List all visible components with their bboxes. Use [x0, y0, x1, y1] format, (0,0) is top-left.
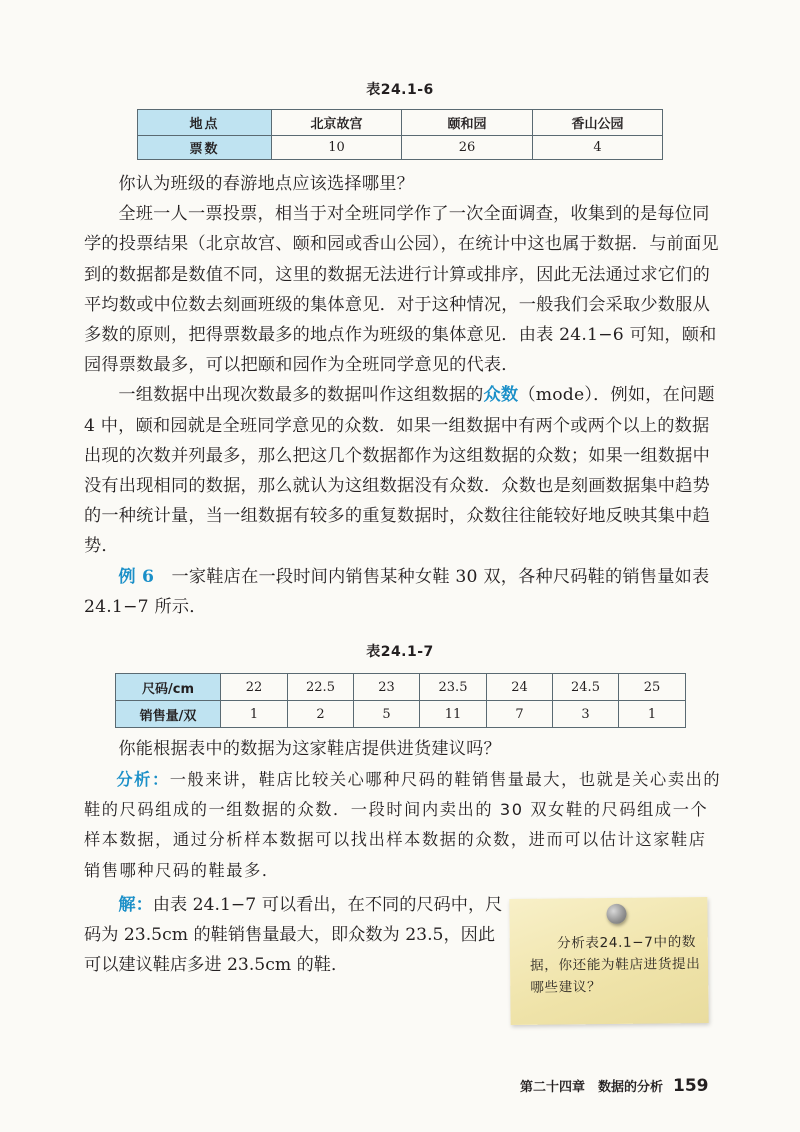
table2-caption: 表24.1-7 — [366, 644, 434, 660]
place-cell: 香山公园 — [533, 110, 663, 136]
sales-cell: 3 — [553, 701, 619, 728]
pushpin-icon — [606, 904, 626, 924]
sales-cell: 7 — [487, 701, 553, 728]
analysis-text: 一般来讲，鞋店比较关心哪种尺码的鞋销售量最大，也就是关心卖出的鞋的尺码组成的一组数据的众数．一段时间内卖出的 30 双女鞋的尺码组成一个样本数据，通过分析样本数据可以找出样本数据的众数，进而可以估计这家鞋店销售哪种尺码的鞋最多． — [84, 770, 722, 880]
sticky-note — [509, 897, 708, 1025]
note-paragraph: 分析表24.1−7中的数据，你还能为鞋店进货提出哪些建议？ — [529, 934, 701, 996]
chapter-title: 第二十四章 数据的分析 — [520, 1080, 664, 1095]
row-header-sales: 销售量/双 — [116, 701, 221, 728]
row-header-place: 地点 — [138, 110, 272, 136]
size-cell: 23 — [354, 674, 420, 701]
place-cell: 北京故宫 — [272, 110, 402, 136]
question-2: 你能根据表中的数据为这家鞋店提供进货建议吗？ — [118, 739, 501, 759]
term-mode: 众数 — [483, 385, 519, 406]
p2-text-a: 一组数据中出现次数最多的数据叫作这组数据的 — [118, 385, 484, 406]
sales-cell: 2 — [288, 701, 354, 728]
page-footer — [520, 1076, 720, 1096]
row-header-size: 尺码/cm — [116, 674, 221, 701]
page-number: 159 — [673, 1076, 709, 1096]
solution-paragraph — [84, 890, 504, 981]
table1-caption: 表24.1-6 — [366, 82, 434, 98]
question-2-block — [84, 734, 724, 764]
sales-cell: 11 — [420, 701, 487, 728]
votes-cell: 10 — [272, 136, 402, 160]
size-cell: 25 — [619, 674, 686, 701]
sales-cell: 5 — [354, 701, 420, 728]
analysis-label: 分析： — [116, 770, 170, 789]
table-24-1-7 — [115, 673, 686, 728]
analysis-paragraph — [84, 765, 724, 886]
question-1: 你认为班级的春游地点应该选择哪里？ — [118, 174, 414, 194]
size-cell: 23.5 — [420, 674, 487, 701]
example-label: 例 6 — [118, 566, 155, 587]
table-24-1-6 — [137, 109, 663, 160]
paragraph-1: 全班一人一票投票，相当于对全班同学作了一次全面调查，收集到的是每位同学的投票结果（北京故宫、颐和园或香山公园），在统计中这也属于数据．与前面见到的数据都是数值不同，这里的数据无法进行计算或排序，因此无法通过求它们的平均数或中位数去刻画班级的集体意见．对于这种情况，一般我们会采取少数服从多数的原则，把得票数最多的地点作为班级的集体意见．由表 24.1−6 可知，颐和园得票数最多，可以把颐和园作为全班同学意见的代表． — [84, 204, 719, 376]
solution-block — [84, 890, 504, 981]
votes-cell: 4 — [533, 136, 663, 160]
row-header-votes: 票数 — [138, 136, 272, 160]
size-cell: 22 — [221, 674, 288, 701]
size-cell: 24 — [487, 674, 553, 701]
example-6 — [84, 562, 724, 622]
sales-cell: 1 — [619, 701, 686, 728]
paragraph-2 — [84, 380, 724, 561]
sticky-note-text — [530, 931, 703, 999]
p2-text-b: （mode）．例如，在问题 4 中，颐和园就是全班同学意见的众数．如果一组数据中有两个或两个以上的数据出现的次数并列最多，那么把这几个数据都作为这组数据的众数；如果一组数据中没有出现相同的数据，那么就认为这组数据没有众数．众数也是刻画数据集中趋势的一种统计量，当一组数据有较多的重复数据时，众数往往能较好地反映其集中趋势． — [84, 385, 715, 557]
size-cell: 22.5 — [288, 674, 354, 701]
analysis-block — [84, 765, 724, 886]
solution-text: 由表 24.1−7 可以看出，在不同的尺码中，尺码为 23.5cm 的鞋销售量最大，即众数为 23.5，因此可以建议鞋店多进 23.5cm 的鞋． — [84, 895, 503, 976]
solution-label: 解： — [118, 895, 153, 915]
place-cell: 颐和园 — [402, 110, 533, 136]
example-text: 一家鞋店在一段时间内销售某种女鞋 30 双，各种尺码鞋的销售量如表 24.1−7 所示． — [84, 566, 710, 617]
sales-cell: 1 — [221, 701, 288, 728]
size-cell: 24.5 — [553, 674, 619, 701]
votes-cell: 26 — [402, 136, 533, 160]
body-text — [84, 169, 724, 622]
